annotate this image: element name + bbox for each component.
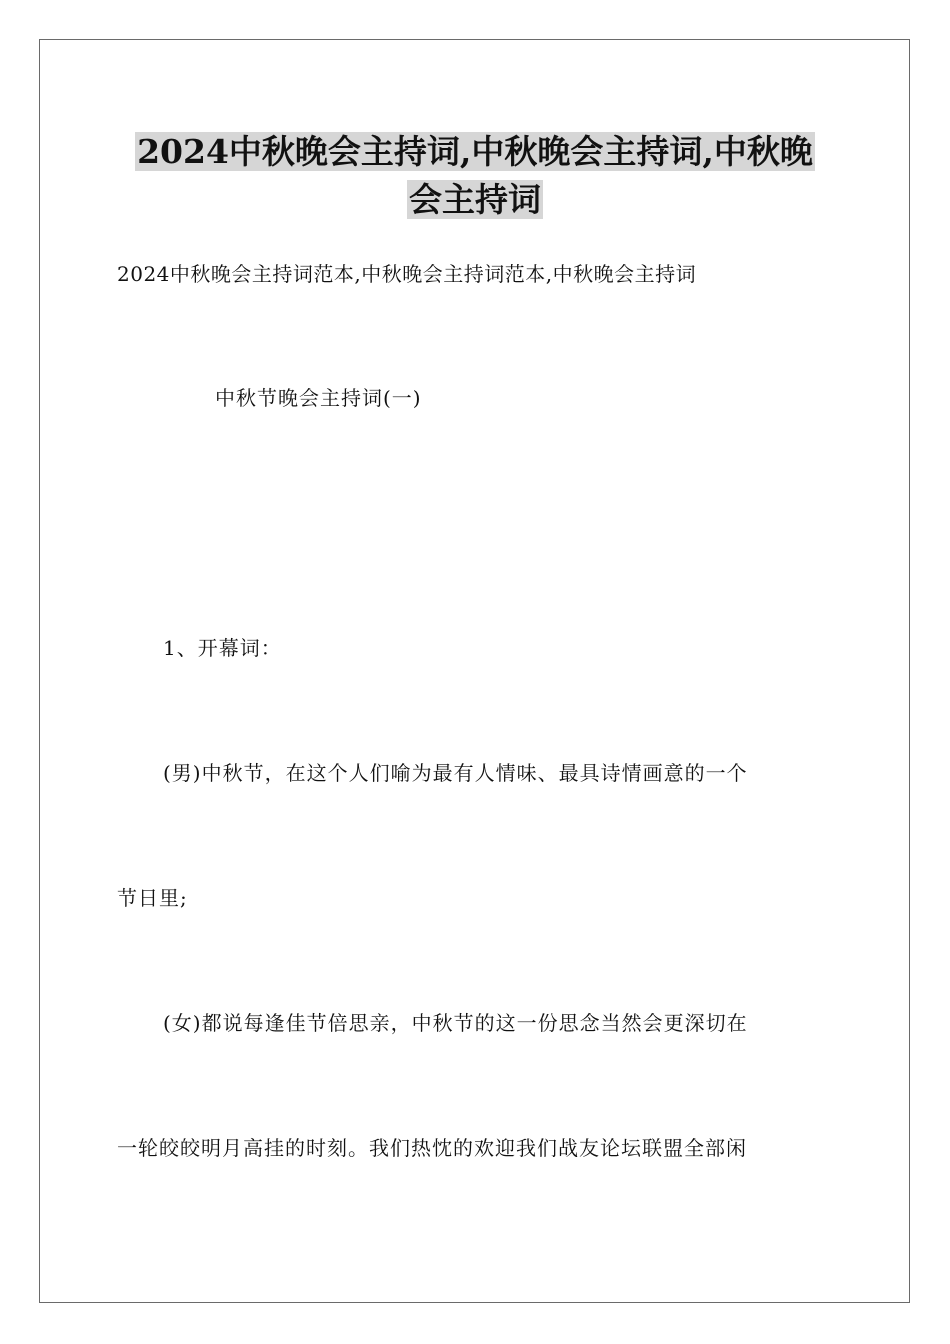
paragraph-line: 一轮皎皎明月高挂的时刻。我们热忱的欢迎我们战友论坛联盟全部闲: [117, 1136, 747, 1160]
section-heading: 中秋节晚会主持词(一): [215, 386, 422, 410]
paragraph-line: 节日里;: [117, 886, 188, 910]
document-subtitle: 2024中秋晚会主持词范本,中秋晚会主持词范本,中秋晚会主持词: [117, 262, 697, 286]
title-line-1: 2024中秋晚会主持词,中秋晚会主持词,中秋晚: [137, 132, 813, 171]
page-border: [39, 39, 910, 1303]
paragraph-line: (女)都说每逢佳节倍思亲，中秋节的这一份思念当然会更深切在: [163, 1011, 748, 1035]
item-heading: 1、开幕词：: [163, 636, 282, 660]
document-title: [115, 128, 835, 224]
title-line-2: 会主持词: [409, 180, 541, 219]
paragraph-line: (男)中秋节，在这个人们喻为最有人情味、最具诗情画意的一个: [163, 761, 748, 785]
